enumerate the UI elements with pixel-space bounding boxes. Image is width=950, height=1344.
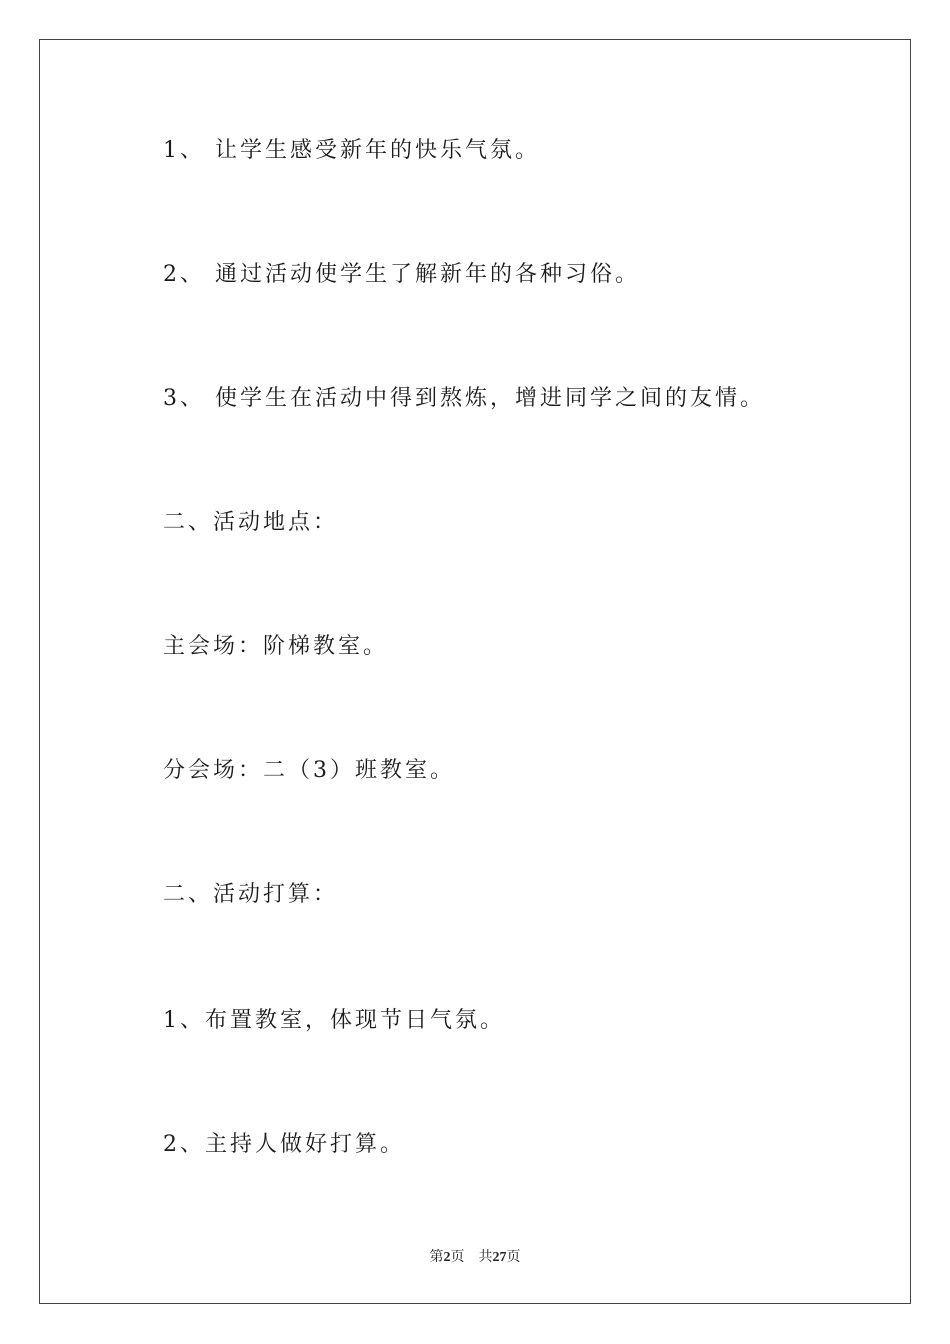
total-pages: 27 [492,1250,507,1265]
page-footer [0,1246,950,1266]
page-suffix: 页 [450,1250,465,1265]
objective-3: 3、 使学生在活动中得到熬炼，增进同学之间的友情。 [163,386,765,411]
page-border [39,39,911,1304]
section-heading-location: 二、活动地点： [163,510,339,535]
plan-item-1: 1、布置教室，体现节日气氛。 [163,1008,505,1033]
plan-item-2: 2、主持人做好打算。 [163,1132,405,1157]
total-suffix: 页 [506,1250,521,1265]
objective-1: 1、 让学生感受新年的快乐气氛。 [163,138,540,163]
main-venue: 主会场：阶梯教室。 [163,634,389,659]
page-number: 2 [443,1250,451,1265]
sub-venue: 分会场：二（3）班教室。 [163,758,455,783]
page-prefix: 第 [429,1250,444,1265]
total-prefix: 共 [478,1250,493,1265]
objective-2: 2、 通过活动使学生了解新年的各种习俗。 [163,262,640,287]
section-heading-plan: 二、活动打算： [163,882,339,907]
